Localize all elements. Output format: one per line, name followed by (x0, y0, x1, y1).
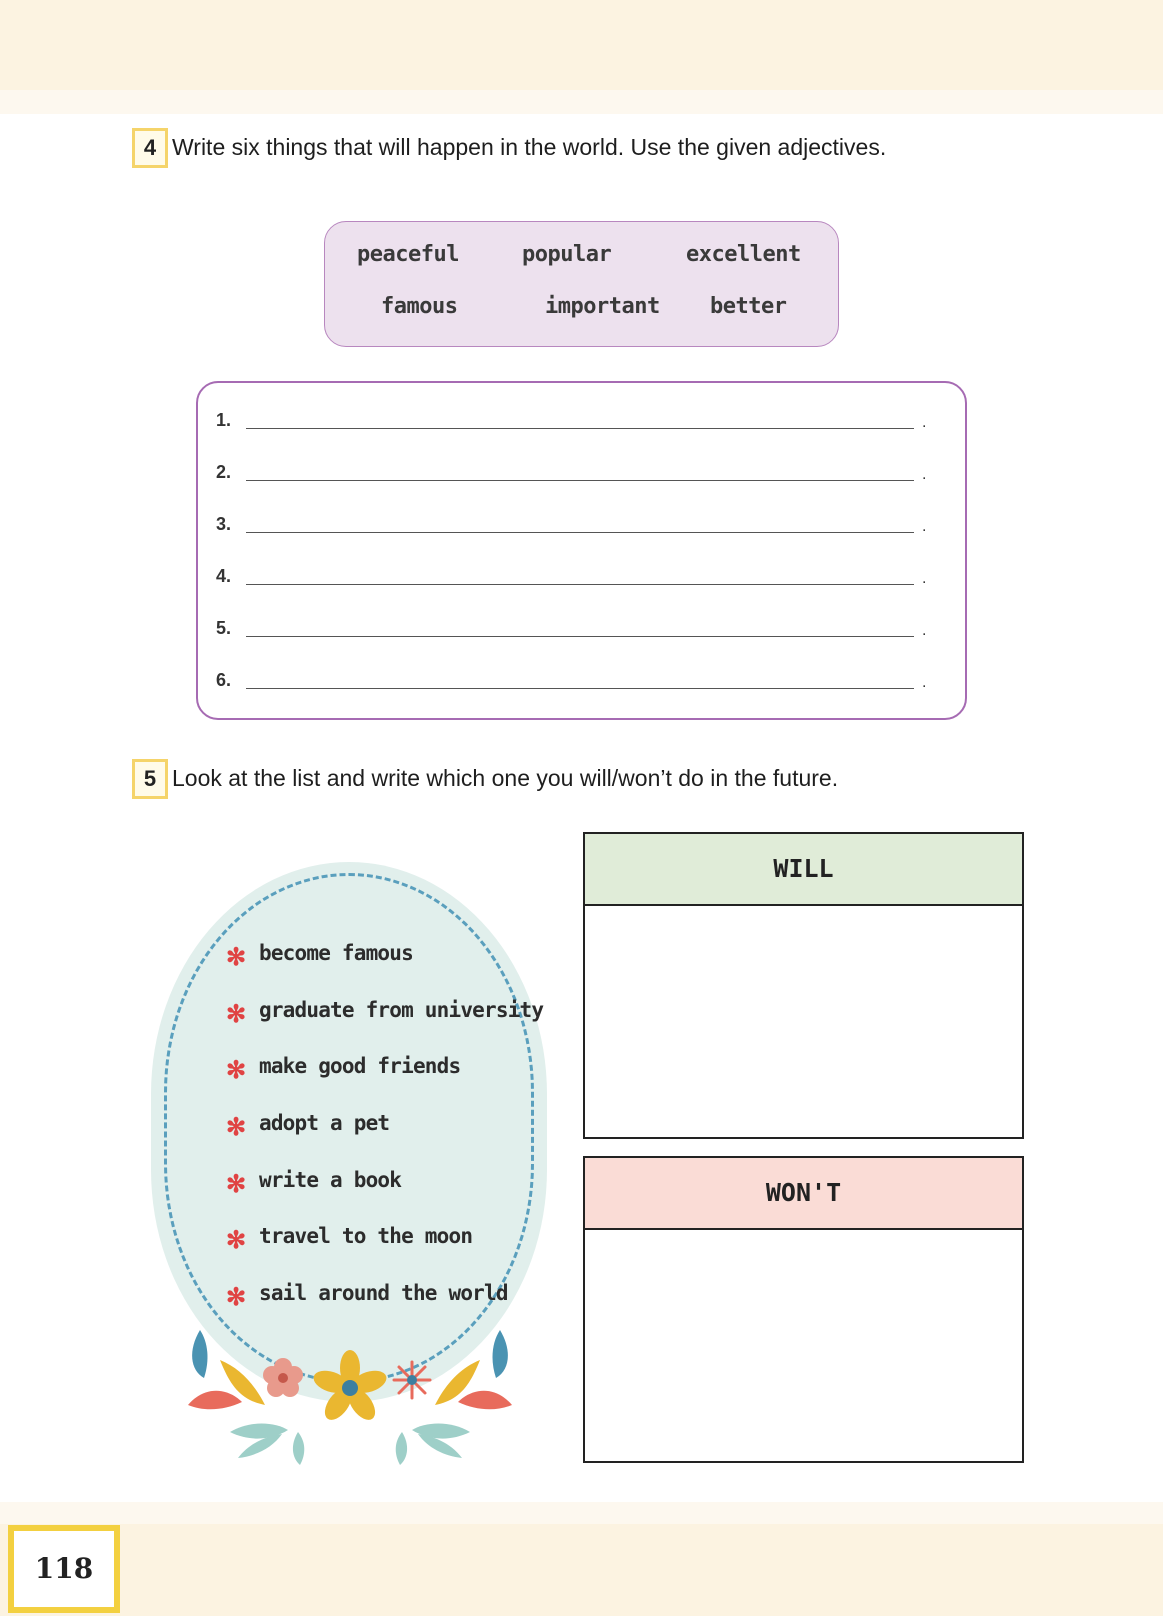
floral-decoration (180, 1330, 520, 1465)
list-item-text: adopt a pet (259, 1111, 390, 1135)
top-band (0, 0, 1163, 90)
word-bank-item: better (710, 294, 787, 319)
list-item-text: write a book (259, 1168, 402, 1192)
list-item-text: sail around the world (259, 1281, 508, 1305)
list-item-text: make good friends (259, 1054, 461, 1078)
asterisk-icon: ✻ (226, 1227, 247, 1254)
answer-line-rule (246, 584, 914, 585)
answer-line-end: . (922, 622, 927, 639)
answer-line-end: . (922, 674, 927, 691)
answer-line-number: 5. (216, 618, 232, 638)
answer-line[interactable] (216, 410, 936, 434)
answer-line-end: . (922, 570, 927, 587)
asterisk-icon: ✻ (226, 1001, 247, 1028)
answer-line-end: . (922, 518, 927, 535)
will-table (583, 832, 1024, 1139)
bottom-band (0, 1524, 1163, 1616)
word-bank-item: peaceful (357, 242, 459, 267)
exercise-4-number: 4 (132, 128, 168, 168)
answer-line[interactable] (216, 462, 936, 486)
will-answer-area[interactable] (585, 906, 1022, 1139)
answer-line-number: 1. (216, 410, 232, 430)
answer-line-rule (246, 480, 914, 481)
answer-line-number: 4. (216, 566, 232, 586)
asterisk-icon: ✻ (226, 1284, 247, 1311)
asterisk-icon: ✻ (226, 1171, 247, 1198)
list-item-text: graduate from university (259, 998, 544, 1022)
wont-answer-area[interactable] (585, 1230, 1022, 1463)
word-bank-item: popular (522, 242, 612, 267)
bottom-band-strip (0, 1502, 1163, 1524)
answer-line-number: 6. (216, 670, 232, 690)
top-band-strip (0, 90, 1163, 114)
exercise-5-instruction: Look at the list and write which one you will/won’t do in the future. (172, 765, 839, 791)
word-bank-item: famous (381, 294, 458, 319)
answer-lines-box (196, 381, 967, 720)
list-item-text: travel to the moon (259, 1224, 473, 1248)
asterisk-icon: ✻ (226, 1114, 247, 1141)
answer-line-end: . (922, 466, 927, 483)
answer-line-number: 3. (216, 514, 232, 534)
word-bank-item: excellent (686, 242, 801, 267)
word-bank (324, 221, 839, 347)
exercise-4-instruction: Write six things that will happen in the world. Use the given adjectives. (172, 134, 887, 160)
answer-line-rule (246, 688, 914, 689)
answer-line-rule (246, 532, 914, 533)
answer-line-rule (246, 636, 914, 637)
answer-line[interactable] (216, 618, 936, 642)
answer-line-end: . (922, 414, 927, 431)
answer-line[interactable] (216, 670, 936, 694)
answer-line[interactable] (216, 566, 936, 590)
will-heading: WILL (585, 834, 1022, 906)
wont-heading: WON'T (585, 1158, 1022, 1230)
answer-line-number: 2. (216, 462, 232, 482)
answer-line-rule (246, 428, 914, 429)
word-bank-item: important (545, 294, 660, 319)
answer-line[interactable] (216, 514, 936, 538)
wont-table (583, 1156, 1024, 1463)
page-number: 118 (34, 1552, 94, 1585)
list-item-text: become famous (259, 941, 413, 965)
page-number-box (8, 1525, 120, 1613)
exercise-5-number: 5 (132, 759, 168, 799)
asterisk-icon: ✻ (226, 944, 247, 971)
asterisk-icon: ✻ (226, 1057, 247, 1084)
